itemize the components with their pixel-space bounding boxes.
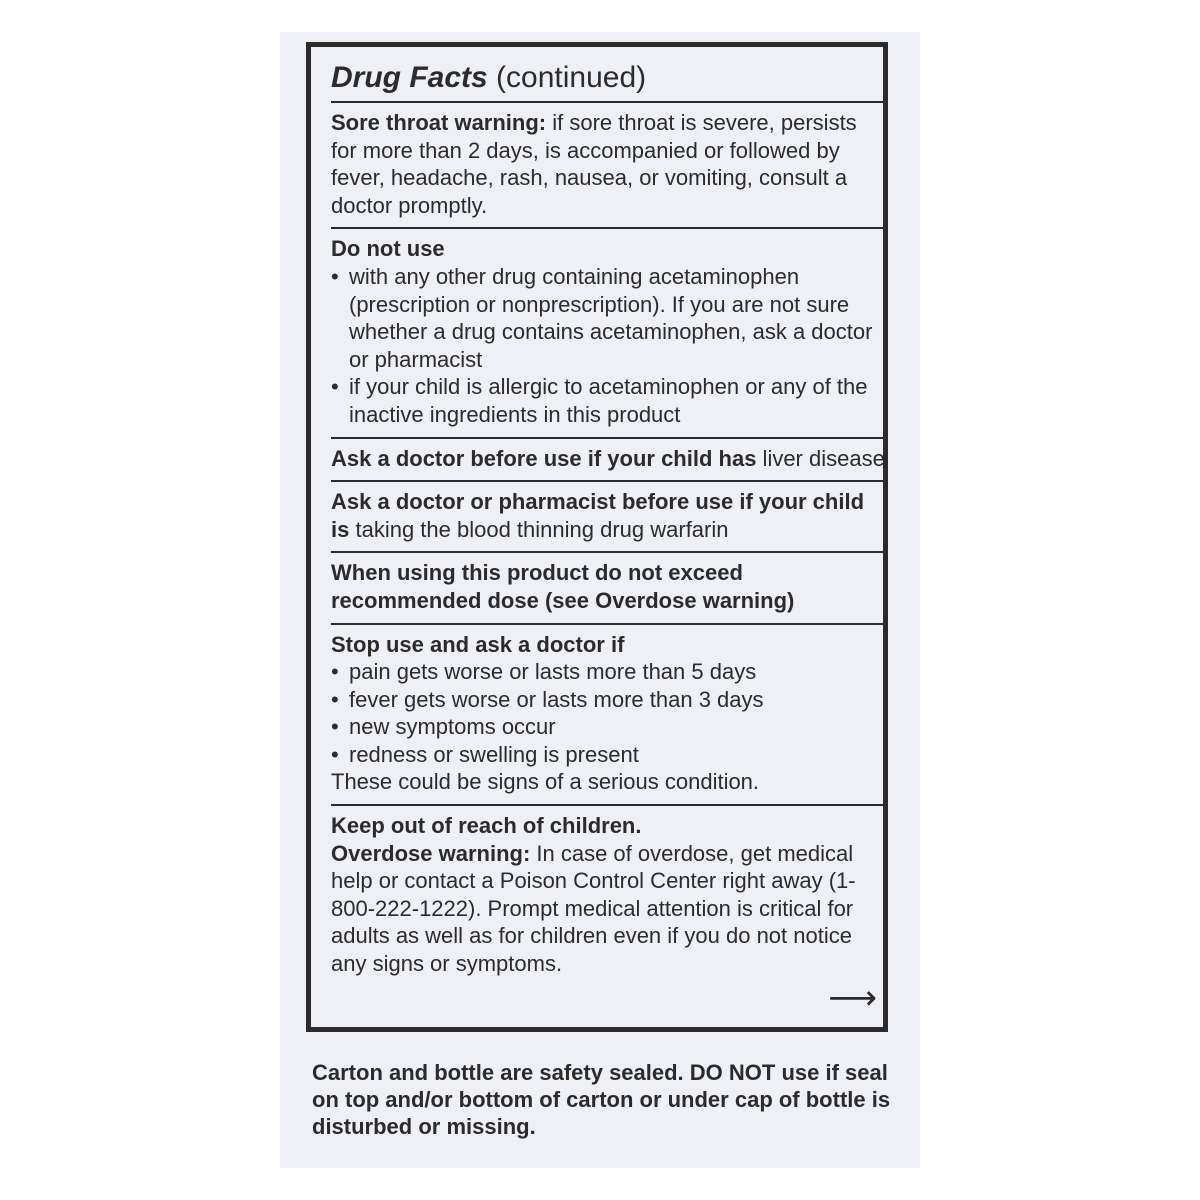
stop-use-heading: Stop use and ask a doctor if [331,631,625,657]
list-item: • pain gets worse or lasts more than 5 days [331,658,887,686]
list-item: • fever gets worse or lasts more than 3 days [331,686,887,714]
do-not-use-heading: Do not use [331,236,445,262]
drug-facts-title [331,59,887,97]
drug-facts-title-bold: Drug Facts [331,61,488,94]
do-not-use-list [331,263,887,429]
ask-doctor-heading: Ask a doctor before use if your child has [331,445,757,471]
drug-facts-box [306,42,888,1032]
overdose-text: In case of overdose, get medical help or contact a Poison Control Center right away (1-800-222-1222). Prompt medical attention is critical for adults as well as for children even if you do not notice any signs or symptoms. [331,840,856,977]
overdose-warning [331,840,887,978]
drug-facts-title-continued: (continued) [496,61,647,94]
stop-use-list [331,658,887,768]
sore-throat-warning [331,103,887,227]
do-not-use-section [331,229,887,436]
sore-throat-text: if sore throat is severe, persists for more than 2 days, is accompanied or followed by fever, headache, rash, nausea, or vomiting, consult a doctor promptly. [331,110,857,218]
ask-doctor-section [331,439,887,481]
sore-throat-heading: Sore throat warning: [331,110,547,135]
keep-out-section [331,806,887,986]
stop-use-footer: These could be signs of a serious condition. [331,769,760,795]
ask-doctor-pharmacist-text: taking the blood thinning drug warfarin [349,516,729,542]
drug-facts-content [331,59,887,986]
overdose-heading: Overdose warning: [331,840,531,866]
continue-arrow-icon: ⟶ [828,979,877,1017]
list-item: • redness or swelling is present [331,741,887,769]
ask-doctor-pharmacist-section [331,482,887,551]
ask-doctor-text: liver disease [756,445,885,471]
stop-use-section [331,625,887,805]
list-item: • new symptoms occur [331,713,887,741]
ask-doctor-pharmacist-heading: Ask a doctor or pharmacist before use if your child is [331,489,865,542]
when-using-heading: When using this product do not exceed recommended dose (see Overdose warning) [331,560,795,613]
list-item: • if your child is allergic to acetaminophen or any of the inactive ingredients in this product [331,373,887,428]
keep-out-heading: Keep out of reach of children. [331,813,642,839]
list-item: • with any other drug containing acetaminophen (prescription or nonprescription). If you are not sure whether a drug contains acetaminophen, ask a doctor or pharmacist [331,263,887,373]
safety-seal-note: Carton and bottle are safety sealed. DO NOT use if seal on top and/or bottom of carton or under cap of bottle is disturbed or missing. [312,1060,891,1139]
when-using-section [331,553,887,622]
